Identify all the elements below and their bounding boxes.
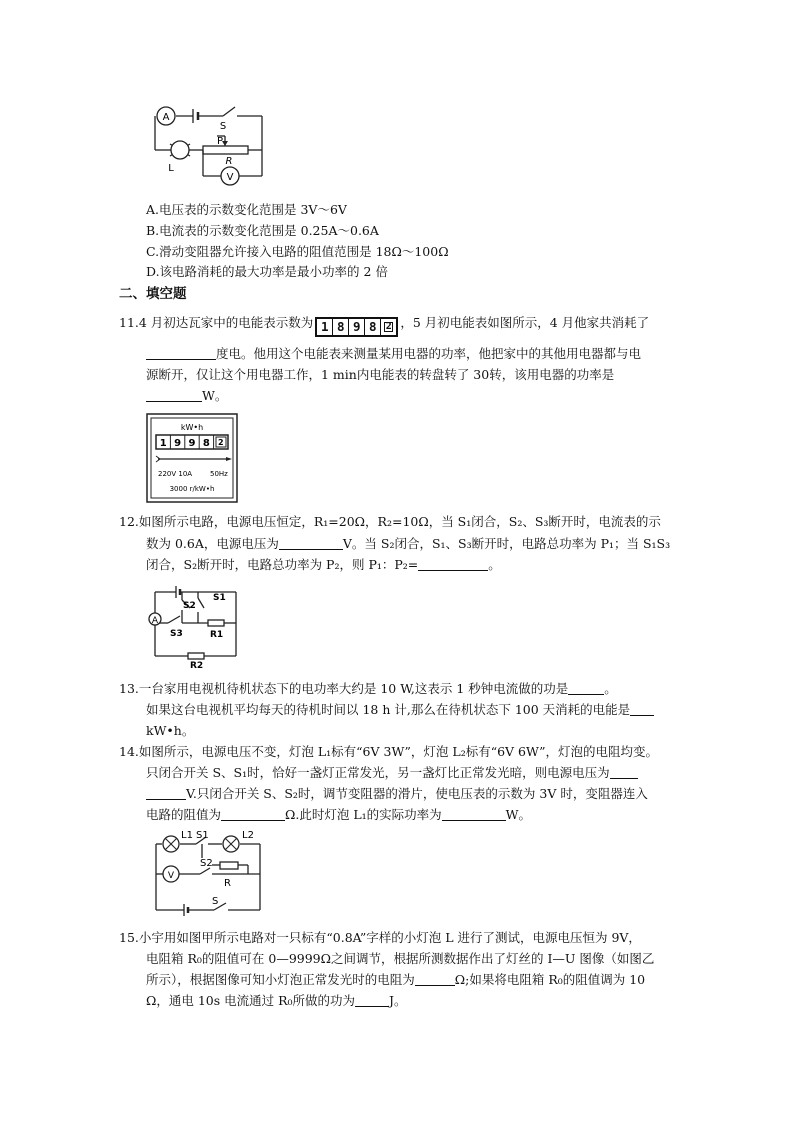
s1-label: S1 (213, 593, 226, 603)
option-c: C.滑动变阻器允许接入电路的阻值范围是 18Ω～100Ω (146, 244, 449, 259)
q12-line-1: 12.如图所示电路，电源电压恒定，R₁=20Ω，R₂=10Ω，当 S₁闭合，S₂、S₃断开时，电流表的示 (119, 514, 661, 529)
q15-text-4b: J。 (389, 993, 407, 1008)
option-a: A.电压表的示数变化范围是 3V～6V (146, 202, 347, 217)
q11-line-3: 源断开，仅让这个用电器工作，1 min内电能表的转盘转了 30转，该用电器的功率是 (146, 367, 615, 382)
answer-blank[interactable] (146, 346, 216, 360)
voltmeter-label: V (167, 871, 175, 881)
answer-blank[interactable] (221, 807, 285, 821)
l2-label: L2 (242, 830, 254, 841)
answer-blank[interactable] (630, 702, 654, 716)
q14-text-2: 只闭合开关 S、S₁时，恰好一盏灯正常发光，另一盏灯比正常发光暗，则电源电压为 (146, 765, 610, 780)
q13-line-1 (119, 680, 617, 698)
option-d: D.该电路消耗的最大功率是最小功率的 2 倍 (146, 264, 388, 279)
meter-digit: 1 (317, 319, 333, 335)
answer-blank[interactable] (415, 972, 455, 986)
switch-label: S (219, 121, 227, 132)
voltmeter-label: V (226, 172, 234, 183)
s1-label: S1 (196, 830, 209, 841)
circuit-diagram-1 (145, 100, 270, 192)
answer-blank[interactable] (355, 993, 389, 1007)
meter-digit: 8 (365, 319, 381, 335)
circuit-diagram-2 (146, 582, 241, 668)
answer-blank[interactable] (279, 536, 343, 550)
q11-line-2 (146, 345, 641, 363)
s2-label: S2 (200, 858, 213, 869)
q15-line-1: 15.小宇用如图甲所示电路对一只标有“0.8A”字样的小灯泡 L 进行了测试，电源电压恒为 9V， (119, 930, 641, 945)
q15-text-4a: Ω，通电 10s 电流通过 R₀所做的功为 (146, 993, 356, 1008)
meter-face-digit: 8 (202, 438, 210, 449)
meter-face-digit: 1 (159, 438, 167, 449)
s-label: S (212, 896, 219, 907)
q11-text-pre: 11.4 月初达瓦家中的电能表示数为 (119, 315, 314, 330)
q11-text-4: W。 (202, 388, 228, 403)
q14-line-2 (146, 764, 638, 782)
r2-label: R2 (190, 661, 204, 668)
q12-text-2b: V。当 S₂闭合，S₁、S₃断开时，电路总功率为 P₁；当 S₁S₃ (342, 536, 671, 551)
q12-text-3b: 。 (488, 557, 501, 572)
meter-digit: 8 (333, 319, 349, 335)
answer-blank[interactable] (146, 786, 186, 800)
answer-blank[interactable] (568, 681, 604, 695)
q12-text-3a: 闭合，S₂断开时，电路总功率为 P₂，则 P₁：P₂= (146, 557, 419, 572)
q11-line-1 (119, 314, 649, 337)
q14-text-4c: W。 (505, 807, 531, 822)
meter-face-digit: 9 (188, 438, 196, 449)
meter-digit: 2 (381, 319, 396, 335)
meter-unit: kW•h (180, 423, 204, 432)
q14-line-4 (146, 806, 531, 824)
meter-face-digit: 2 (218, 438, 224, 447)
q14-text-3: V.只闭合开关 S、S₂时，调节变阻器的滑片，使电压表的示数为 3V 时，变阻器连入 (186, 786, 648, 801)
answer-blank[interactable] (442, 807, 506, 821)
q15-text-3a: 所示），根据图像可知小灯泡正常发光时的电阻为 (146, 972, 415, 987)
q11-text-2: 度电。他用这个电能表来测量某用电器的功率，他把家中的其他用电器都与电 (216, 346, 642, 361)
q12-line-2 (146, 535, 670, 553)
rheostat-label: R (225, 156, 233, 167)
option-b: B.电流表的示数变化范围是 0.25A～0.6A (146, 223, 379, 238)
q12-line-3 (146, 556, 501, 574)
answer-blank[interactable] (146, 388, 202, 402)
q13-text-1b: 。 (604, 681, 617, 696)
answer-blank[interactable] (610, 765, 638, 779)
q15-line-4 (146, 992, 407, 1010)
s3-label: S3 (170, 629, 183, 639)
answer-blank[interactable] (418, 557, 488, 571)
r1-label: R1 (210, 630, 224, 640)
circuit-diagram-3 (148, 828, 266, 920)
meter-reading-april (315, 317, 398, 337)
meter-spec-1: 220V 10A (158, 470, 193, 478)
section-title: 二、填空题 (119, 286, 187, 302)
r-label: R (224, 878, 231, 889)
ammeter-label: A (151, 616, 159, 626)
q13-line-2 (146, 701, 654, 719)
q14-text-4a: 电路的阻值为 (146, 807, 222, 822)
q13-line-3: kW•h。 (146, 723, 195, 738)
q15-line-2: 电阻箱 R₀的阻值可在 0—9999Ω之间调节，根据所测数据作出了灯丝的 I—U 图像（如图乙 (146, 951, 655, 966)
q13-text-1a: 13.一台家用电视机待机状态下的电功率大约是 10 W,这表示 1 秒钟电流做的功是 (119, 681, 569, 696)
q11-text-post: ，5 月初电能表如图所示，4 月他家共消耗了 (400, 315, 650, 330)
q15-line-3 (146, 971, 645, 989)
q15-text-3b: Ω;如果将电阻箱 R₀的阻值调为 10 (454, 972, 646, 987)
q14-text-4b: Ω.此时灯泡 L₁的实际功率为 (285, 807, 442, 822)
meter-face-digit: 9 (174, 438, 182, 449)
q14-line-3 (146, 785, 648, 803)
electric-meter-figure (146, 413, 238, 503)
meter-digit: 9 (349, 319, 365, 335)
q13-text-2: 如果这台电视机平均每天的待机时间以 18 h 计,那么在待机状态下 100 天消耗的电能是 (146, 702, 631, 717)
ammeter-label: A (162, 112, 170, 123)
slider-label: P (216, 136, 224, 147)
q12-text-2a: 数为 0.6A，电源电压为 (146, 536, 279, 551)
lamp-label: L (168, 163, 174, 174)
q11-line-4 (146, 387, 227, 405)
s2-label: S2 (183, 601, 196, 611)
l1-label: L1 (181, 830, 193, 841)
meter-spec-2: 50Hz (210, 470, 228, 478)
meter-rev: 3000 r/kW•h (169, 485, 215, 493)
q14-line-1: 14.如图所示，电源电压不变，灯泡 L₁标有“6V 3W”，灯泡 L₂标有“6V 6W”，灯泡的电阻均变。 (119, 744, 658, 759)
